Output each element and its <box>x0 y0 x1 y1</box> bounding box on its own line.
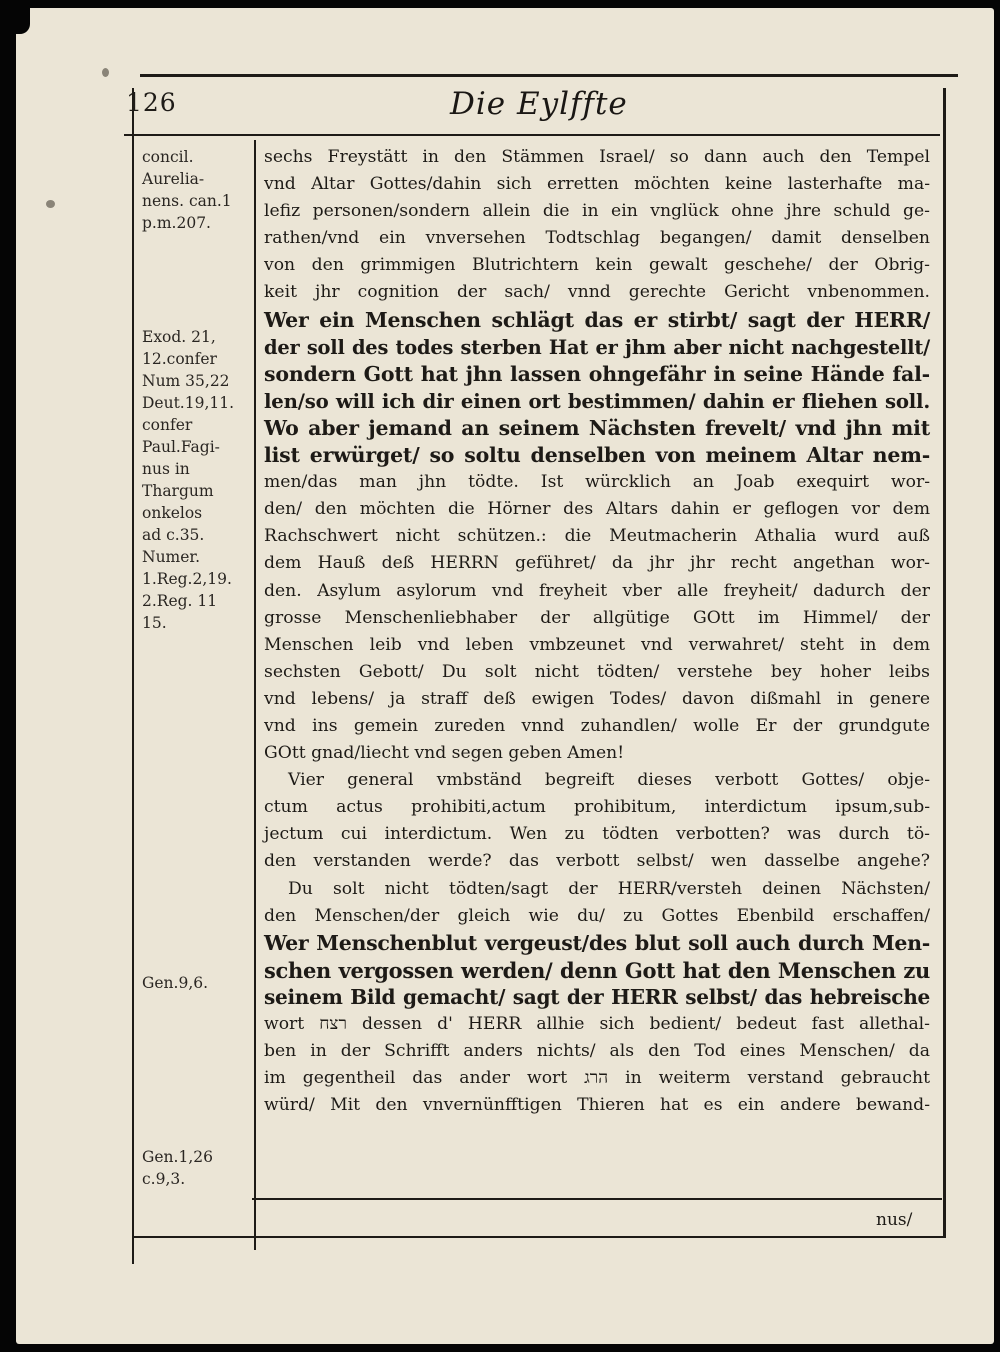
scripture-quote-line: seinem Bild gemacht/ sagt der HERR selbst/ das hebreische <box>264 984 930 1009</box>
text-line: lefiz personen/sondern allein die in ein vnglück ohne jhre schuld ge- <box>264 201 930 222</box>
left-frame-rule <box>132 88 134 1264</box>
margin-note: Gen.9,6. <box>142 974 209 992</box>
text-line: sechsten Gebott/ Du solt nicht tödten/ verstehe bey hoher leibs <box>264 661 930 682</box>
text-line: Menschen leib vnd leben vmbzeunet vnd verwahret/ steht in dem <box>264 634 930 655</box>
running-head: Die Eylffte <box>450 86 628 122</box>
text-line: würd/ Mit den vnvernünfftigen Thieren hat es ein andere bewand- <box>264 1095 930 1116</box>
scripture-quote-line: Wo aber jemand an seinem Nächsten frevelt/ vnd jhn mit <box>264 415 930 440</box>
text-line: vnd lebens/ ja straff deß ewigen Todes/ davon dißmahl in genere <box>264 688 930 709</box>
text-line: im gegentheil das ander wort הרג in weiterm verstand gebraucht <box>264 1068 930 1089</box>
text-line: den. Asylum asylorum vnd freyheit vber alle freyheit/ dadurch der <box>264 580 930 601</box>
bottom-rule <box>134 1236 944 1238</box>
text-line: den Menschen/der gleich wie du/ zu Gottes Ebenbild erschaffen/ <box>264 905 930 926</box>
margin-note: Gen.1,26 c.9,3. <box>142 1148 213 1188</box>
right-frame-rule <box>943 88 946 1238</box>
scripture-quote-line: Wer Menschenblut vergeust/des blut soll auch durch Men- <box>264 930 930 955</box>
footer-rule <box>252 1198 942 1200</box>
scripture-quote-line: Wer ein Menschen schlägt das er stirbt/ sagt der HERR/ <box>264 307 930 332</box>
text-line: grosse Menschenliebhaber der allgütige GOtt im Himmel/ der <box>264 607 930 628</box>
text-line: vnd Altar Gottes/dahin sich erretten möchten keine lasterhafte ma- <box>264 174 930 195</box>
margin-column-rule <box>254 140 256 1250</box>
page-number: 126 <box>126 88 177 117</box>
text-line: ctum actus prohibiti,actum prohibitum, interdictum ipsum,sub- <box>264 797 930 818</box>
text-line: ben in der Schrifft anders nichts/ als den Tod eines Menschen/ da <box>264 1041 930 1062</box>
paragraph-start-line: Vier general vmbständ begreift dieses verbott Gottes/ obje- <box>288 770 930 791</box>
text-line: men/das man jhn tödte. Ist würcklich an Joab exequirt wor- <box>264 472 930 493</box>
body-text <box>264 144 930 1119</box>
page-corner-tear <box>16 8 30 34</box>
text-line: Rachschwert nicht schützen.: die Meutmacherin Athalia wurd auß <box>264 526 930 547</box>
scripture-quote-line: schen vergossen werden/ denn Gott hat den Menschen zu <box>264 957 930 983</box>
text-line: rathen/vnd ein vnversehen Todtschlag begangen/ damit denselben <box>264 228 930 249</box>
text-line: GOtt gnad/liecht vnd segen geben Amen! <box>264 743 625 764</box>
text-line: keit jhr cognition der sach/ vnnd gerechte Gericht vnbenommen. <box>264 282 930 303</box>
margin-note: concil. Aurelia- nens. can.1 p.m.207. <box>142 148 232 232</box>
text-line: den/ den möchten die Hörner des Altars dahin er geflogen vor dem <box>264 499 930 520</box>
scripture-quote-line: len/so will ich dir einen ort bestimmen/ dahin er fliehen soll. <box>264 389 930 413</box>
scripture-quote-line: list erwürget/ so soltu denselben von meinem Altar nem- <box>264 443 930 468</box>
margin-note: Exod. 21, 12.confer Num 35,22 Deut.19,11. confer Paul.Fagi- nus in Thargum onkelos ad c.35. Numer. 1.Reg.2,19. 2.Reg. 11 15. <box>142 328 235 632</box>
scripture-quote-line: der soll des todes sterben Hat er jhm aber nicht nachgestellt/ <box>264 335 930 359</box>
text-line: wort רצח dessen d' HERR allhie sich bedient/ bedeut fast allethal- <box>264 1014 930 1034</box>
text-line: jectum cui interdictum. Wen zu tödten verbotten? was durch tö- <box>264 824 930 845</box>
text-line: dem Hauß deß HERRN geführet/ da jhr jhr recht angethan wor- <box>264 553 930 574</box>
paragraph-start-line: Du solt nicht tödten/sagt der HERR/versteh deinen Nächsten/ <box>288 878 930 899</box>
header-rule <box>124 134 940 136</box>
text-line: den verstanden werde? das verbott selbst/ wen dasselbe angehe? <box>264 851 930 872</box>
text-line: vnd ins gemein zureden vnnd zuhandlen/ wolle Er der grundgute <box>264 715 930 736</box>
catchword: nus/ <box>876 1210 913 1230</box>
ink-blot <box>102 68 109 77</box>
text-line: sechs Freystätt in den Stämmen Israel/ so dann auch den Tempel <box>264 147 930 167</box>
text-line: von den grimmigen Blutrichtern kein gewalt geschehe/ der Obrig- <box>264 255 930 276</box>
top-rule <box>140 74 958 77</box>
ink-blot <box>46 200 55 208</box>
scripture-quote-line: sondern Gott hat jhn lassen ohngefähr in seine Hände fal- <box>264 361 930 386</box>
